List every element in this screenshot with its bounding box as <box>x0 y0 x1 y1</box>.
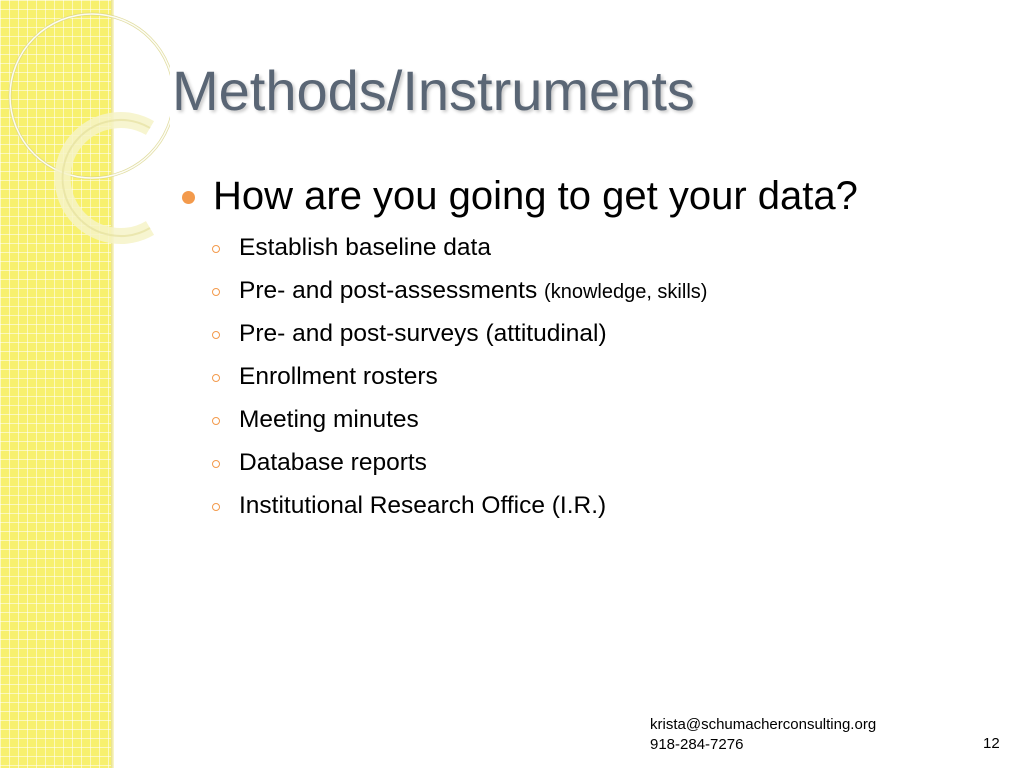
main-bullet <box>182 166 982 226</box>
sub-bullet-text: Meeting minutes <box>239 405 419 433</box>
sub-bullet-note: (knowledge, skills) <box>544 280 708 303</box>
hollow-circle-bullet-icon <box>212 288 220 296</box>
sub-bullet-text: Enrollment rosters <box>239 362 438 390</box>
filled-circle-bullet-icon <box>182 191 195 204</box>
sub-bullet-text: Institutional Research Office (I.R.) <box>239 491 607 519</box>
footer-contact <box>650 715 876 755</box>
sub-bullet-item <box>212 441 982 484</box>
sub-bullet-text: Establish baseline data <box>239 233 491 261</box>
sub-bullet-list <box>182 226 982 527</box>
hollow-circle-bullet-icon <box>212 460 220 468</box>
slide-content <box>182 166 982 527</box>
sub-bullet-item <box>212 312 982 355</box>
hollow-circle-bullet-icon <box>212 331 220 339</box>
sub-bullet-item <box>212 226 982 269</box>
hollow-circle-bullet-icon <box>212 245 220 253</box>
hollow-circle-bullet-icon <box>212 503 220 511</box>
slide-title: Methods/Instruments <box>172 59 695 122</box>
main-bullet-text: How are you going to get your data? <box>213 173 858 218</box>
sub-bullet-text <box>239 277 707 305</box>
sub-bullet-item <box>212 398 982 441</box>
footer-phone: 918-284-7276 <box>650 736 744 753</box>
sub-bullet-item <box>212 269 982 312</box>
sub-bullet-text: Database reports <box>239 448 427 476</box>
sub-bullet-main-text: Pre- and post-assessments <box>239 276 538 304</box>
decorative-circles <box>0 0 170 260</box>
hollow-circle-bullet-icon <box>212 374 220 382</box>
page-number: 12 <box>983 735 1000 752</box>
sub-bullet-item <box>212 355 982 398</box>
sub-bullet-item <box>212 484 982 527</box>
hollow-circle-bullet-icon <box>212 417 220 425</box>
footer-email: krista@schumacherconsulting.org <box>650 716 877 733</box>
sub-bullet-text: Pre- and post-surveys (attitudinal) <box>239 319 607 347</box>
